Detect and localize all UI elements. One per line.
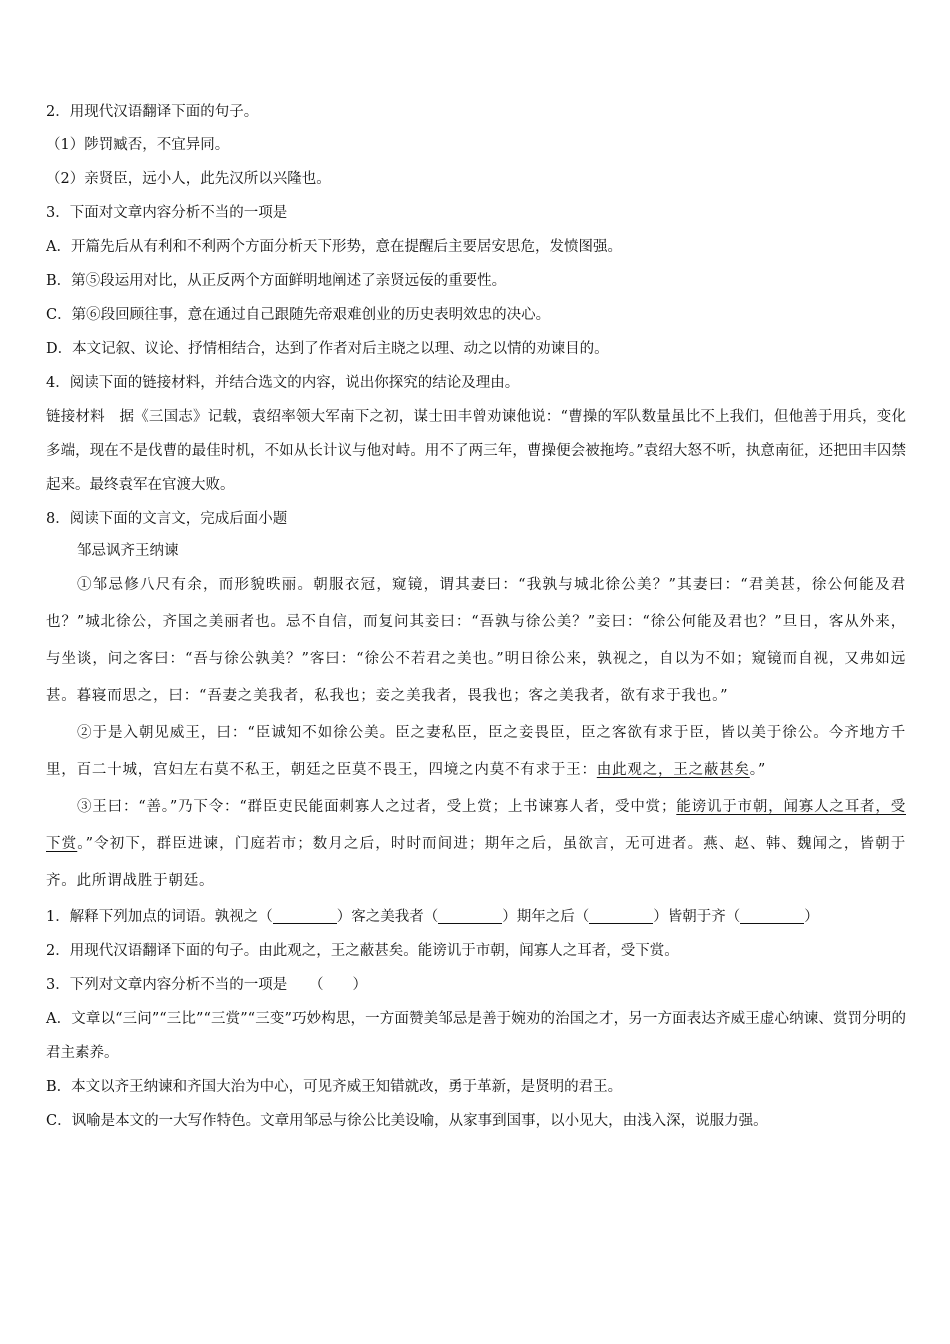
answer-blank-3[interactable] [589, 908, 653, 924]
q3-option-b: B．第⑤段运用对比，从正反两个方面鲜明地阐述了亲贤远佞的重要性。 [46, 273, 507, 289]
q3-option-c: C．第⑥段回顾往事，意在通过自己跟随先帝艰难创业的历史表明效忠的决心。 [46, 307, 551, 323]
underlined-sentence-1: 由此观之，王之蔽甚矣 [596, 762, 750, 778]
q2-sentence-2: （2）亲贤臣，远小人，此先汉所以兴隆也。 [46, 171, 331, 187]
passage-paragraph-3: ③王曰：“善。”乃下令：“群臣吏民能面刺寡人之过者，受上赏；上书谏寡人者，受中赏；能谤讥于市朝，闻寡人之耳者，受下赏。”令初下，群臣进谏，门庭若市；数月之后，时时而间进；期年之后，虽欲言，无可进者。燕、赵、韩、魏闻之，皆朝于齐。此所谓战胜于朝廷。 [46, 799, 907, 889]
passage-paragraph-1: ①邹忌修八尺有余，而形貌昳丽。朝服衣冠，窥镜，谓其妻曰：“我孰与城北徐公美？”其妻曰：“君美甚，徐公何能及君也？”城北徐公，齐国之美丽者也。忌不自信，而复问其妾曰：“吾孰与徐公美？”妾曰：“徐公何能及君也？”旦日，客从外来，与坐谈，问之客曰：“吾与徐公孰美？”客曰：“徐公不若君之美也。”明日徐公来，孰视之，自以为不如；窥镜而自视，又弗如远甚。暮寝而思之，曰：“吾妻之美我者，私我也；妾之美我者，畏我也；客之美我者，欲有求于我也。” [46, 577, 906, 704]
sub-q3-stem: 3．下列对文章内容分析不当的一项是 （ ） [46, 977, 367, 993]
q8-stem: 8．阅读下面的文言文，完成后面小题 [46, 510, 288, 527]
answer-blank-2[interactable] [438, 908, 502, 924]
sub-q3-option-a: A．文章以“三问”“三比”“三赏”“三变”巧妙构思，一方面赞美邹忌是善于婉劝的治国之才，另一方面表达齐威王虚心纳谏、赏罚分明的君主素养。 [46, 1011, 906, 1061]
q4-link-material: 链接材料 据《三国志》记载，袁绍率领大军南下之初，谋士田丰曾劝谏他说：“曹操的军队数量虽比不上我们，但他善于用兵，变化多端，现在不是伐曹的最佳时机，不如从长计议与他对峙。用不了两三年，曹操便会被拖垮。”袁绍大怒不听，执意南征，还把田丰囚禁起来。最终袁军在官渡大败。 [46, 409, 906, 493]
passage-title: 邹忌讽齐王纳谏 [77, 543, 179, 559]
document-page [46, 96, 906, 1138]
q3-option-d: D．本文记叙、议论、抒情相结合，达到了作者对后主晓之以理、动之以情的劝谏目的。 [46, 341, 609, 357]
sub-q3-option-b: B．本文以齐王纳谏和齐国大治为中心，可见齐威王知错就改，勇于革新，是贤明的君王。 [46, 1079, 623, 1095]
q2-stem: 2．用现代汉语翻译下面的句子。 [46, 104, 259, 120]
answer-blank-4[interactable] [740, 908, 804, 924]
answer-bracket: （ ） [316, 977, 367, 993]
passage-paragraph-2: ②于是入朝见威王，曰：“臣诚知不如徐公美。臣之妻私臣，臣之妾畏臣，臣之客欲有求于臣，皆以美于徐公。今齐地方千里，百二十城，宫妇左右莫不私王，朝廷之臣莫不畏王，四境之内莫不有求于王：由此观之，王之蔽甚矣。” [46, 725, 906, 778]
sub-q1: 1．解释下列加点的词语。孰视之（ ）客之美我者（ ）期年之后（ ）皆朝于齐（ ） [46, 909, 819, 925]
sub-q2: 2．用现代汉语翻译下面的句子。由此观之，王之蔽甚矣。能谤讥于市朝，闻寡人之耳者，受下赏。 [46, 943, 679, 959]
underlined-sentence-2: 能谤讥于市朝，闻寡人之耳者，受下赏 [46, 799, 906, 852]
q4-stem: 4．阅读下面的链接材料，并结合选文的内容，说出你探究的结论及理由。 [46, 375, 520, 391]
answer-blank-1[interactable] [273, 908, 337, 924]
q2-sentence-1: （1）陟罚臧否，不宜异同。 [46, 137, 230, 153]
q3-option-a: A．开篇先后从有利和不利两个方面分析天下形势，意在提醒后主要居安思危，发愤图强。 [46, 239, 622, 255]
q3-stem: 3．下面对文章内容分析不当的一项是 [46, 205, 288, 221]
sub-q3-option-c: C．讽喻是本文的一大写作特色。文章用邹忌与徐公比美设喻，从家事到国事，以小见大，由浅入深，说服力强。 [46, 1113, 768, 1129]
